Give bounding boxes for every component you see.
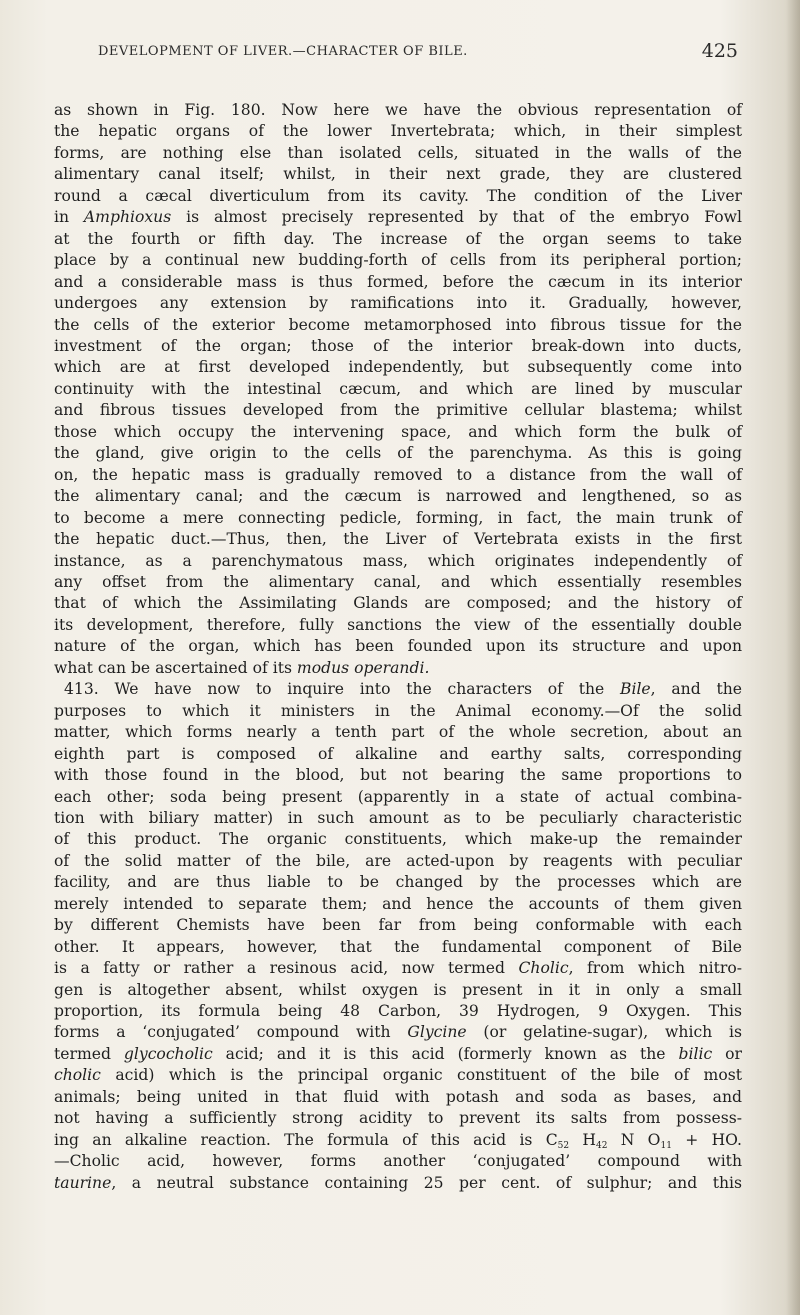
- text-fragment: forms a ‘conjugated’ compound with: [54, 1023, 408, 1042]
- text-line: the alimentary canal; and the cæcum is narrowed and lengthened, so as: [54, 487, 742, 506]
- text-line: nature of the organ, which has been founded upon its structure and upon: [54, 637, 742, 656]
- text-line: eighth part is composed of alkaline and earthy salts, corresponding: [54, 744, 742, 763]
- text-line: by different Chemists have been far from being conformable with each: [54, 916, 742, 935]
- text-fragment: H: [569, 1130, 596, 1149]
- text-line: its development, therefore, fully sanctions the view of the essentially double: [54, 615, 742, 634]
- page-header: [98, 40, 738, 68]
- text-line: [54, 1065, 742, 1086]
- text-line: each other; soda being present (apparently in a state of actual combina-: [54, 787, 742, 806]
- text-line: gen is altogether absent, whilst oxygen is present in it in only a small: [54, 980, 742, 999]
- text-fragment: , from which nitro-: [568, 959, 743, 978]
- text-line: continuity with the intestinal cæcum, and which are lined by muscular: [54, 379, 742, 398]
- italic-term: Amphioxus: [83, 208, 172, 227]
- formula-subscript: 42: [596, 1140, 608, 1151]
- chemical-formula-line: [54, 1130, 742, 1151]
- text-fragment: or: [712, 1044, 742, 1063]
- text-line: the cells of the exterior become metamorphosed into fibrous tissue for the: [54, 315, 742, 334]
- text-line: undergoes any extension by ramifications into it. Gradually, however,: [54, 294, 742, 313]
- italic-term: modus operandi.: [296, 658, 430, 677]
- text-line: not having a sufficiently strong acidity to prevent its salts from possess-: [54, 1109, 742, 1128]
- italic-term: cholic: [54, 1066, 101, 1085]
- text-line: with those found in the blood, but not bearing the same proportions to: [54, 766, 742, 785]
- text-line: any offset from the alimentary canal, and which essentially resembles: [54, 572, 742, 591]
- italic-term: Cholic: [518, 959, 569, 978]
- text-line: round a cæcal diverticulum from its cavity. The condition of the Liver: [54, 186, 742, 205]
- text-line: [54, 1173, 742, 1194]
- text-line: investment of the organ; those of the interior break-down into ducts,: [54, 336, 742, 355]
- text-line: of this product. The organic constituents, which make-up the remainder: [54, 830, 742, 849]
- text-line: those which occupy the intervening space, and which form the bulk of: [54, 422, 742, 441]
- text-line: [54, 958, 742, 979]
- text-line: [54, 658, 742, 679]
- text-fragment: + HO.: [671, 1130, 742, 1149]
- text-fragment: is a fatty or rather a resinous acid, now termed: [54, 959, 519, 978]
- italic-term: Glycine: [407, 1023, 467, 1042]
- text-line: on, the hepatic mass is gradually removed to a distance from the wall of: [54, 465, 742, 484]
- text-fragment: is almost precisely represented by that of the embryo Fowl: [171, 208, 742, 227]
- text-line: [54, 1044, 742, 1065]
- text-fragment: acid; and it is this acid (formerly known as the: [212, 1044, 679, 1063]
- italic-term: bilic: [678, 1044, 713, 1063]
- text-line: that of which the Assimilating Glands are composed; and the history of: [54, 594, 742, 613]
- formula-subscript: 52: [557, 1140, 570, 1151]
- text-line: the gland, give origin to the cells of the parenchyma. As this is going: [54, 444, 742, 463]
- section-413-start: [54, 679, 742, 700]
- text-line: instance, as a parenchymatous mass, which originates independently of: [54, 551, 742, 570]
- text-line: purposes to which it ministers in the Animal economy.—Of the solid: [54, 701, 742, 720]
- text-line: place by a continual new budding-forth of cells from its peripheral portion;: [54, 251, 742, 270]
- text-line: —Cholic acid, however, forms another ‘conjugated’ compound with: [54, 1152, 742, 1171]
- text-line: and fibrous tissues developed from the primitive cellular blastema; whilst: [54, 401, 742, 420]
- text-line: and a considerable mass is thus formed, before the cæcum in its interior: [54, 272, 742, 291]
- text-fragment: in: [54, 208, 84, 227]
- text-line: [54, 1022, 742, 1043]
- page-edge-shadow: [786, 0, 800, 1315]
- text-fragment: N O: [607, 1130, 661, 1149]
- text-line: facility, and are thus liable to be changed by the processes which are: [54, 873, 742, 892]
- text-fragment: acid) which is the principal organic constituent of the bile of most: [100, 1066, 742, 1085]
- italic-term: glycocholic: [123, 1044, 213, 1063]
- running-head: DEVELOPMENT OF LIVER.—CHARACTER OF BILE.: [98, 44, 468, 59]
- body-text: [54, 100, 742, 1194]
- text-line: which are at first developed independently, but subsequently come into: [54, 358, 742, 377]
- italic-term: taurine: [54, 1173, 112, 1192]
- text-line: tion with biliary matter) in such amount as to be peculiarly characteristic: [54, 808, 742, 827]
- text-line: animals; being united in that fluid with potash and soda as bases, and: [54, 1087, 742, 1106]
- text-line: of the solid matter of the bile, are acted-upon by reagents with peculiar: [54, 851, 742, 870]
- text-fragment: 413. We have now to inquire into the characters of the: [64, 680, 620, 699]
- page-number: 425: [701, 40, 738, 62]
- text-line: the hepatic duct.—Thus, then, the Liver of Vertebrata exists in the first: [54, 530, 742, 549]
- text-fragment: (or gelatine-sugar), which is: [466, 1023, 743, 1042]
- text-line: the hepatic organs of the lower Invertebrata; which, in their simplest: [54, 122, 742, 141]
- text-line: at the fourth or fifth day. The increase of the organ seems to take: [54, 229, 742, 248]
- text-line: proportion, its formula being 48 Carbon, 39 Hydrogen, 9 Oxygen. This: [54, 1002, 742, 1021]
- formula-subscript: 11: [660, 1140, 672, 1151]
- text-line: forms, are nothing else than isolated cells, situated in the walls of the: [54, 143, 742, 162]
- text-line: alimentary canal itself; whilst, in their next grade, they are clustered: [54, 165, 742, 184]
- text-line: merely intended to separate them; and hence the accounts of them given: [54, 894, 742, 913]
- text-fragment: what can be ascertained of its: [54, 658, 297, 677]
- text-fragment: , a neutral substance containing 25 per cent. of sulphur; and this: [111, 1173, 742, 1192]
- text-fragment: , and the: [650, 680, 743, 699]
- text-line: as shown in Fig. 180. Now here we have the obvious representation of: [54, 101, 742, 119]
- text-line: to become a mere connecting pedicle, forming, in fact, the main trunk of: [54, 508, 742, 527]
- text-fragment: termed: [54, 1044, 124, 1063]
- text-line: other. It appears, however, that the fundamental component of Bile: [54, 937, 742, 956]
- text-fragment: ing an alkaline reaction. The formula of this acid is C: [54, 1130, 558, 1149]
- text-line: [54, 207, 742, 228]
- text-line: matter, which forms nearly a tenth part of the whole secretion, about an: [54, 723, 742, 742]
- italic-term: Bile: [620, 680, 651, 699]
